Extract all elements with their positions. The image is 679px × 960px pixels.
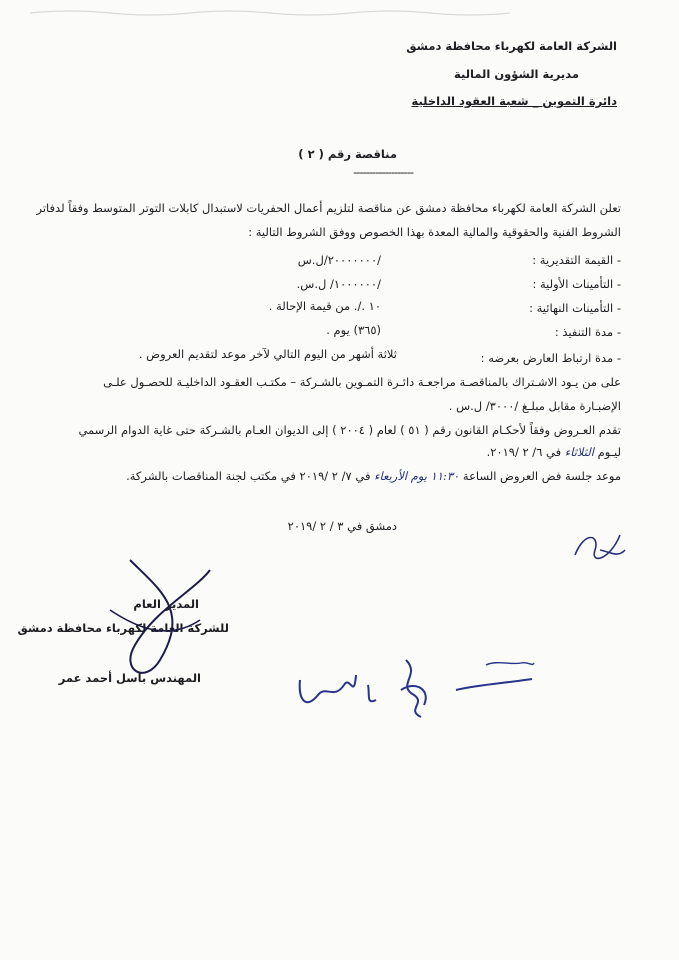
signature-name: المهندس باسل أحمد عمر	[58, 671, 201, 685]
header-company: الشركة العامة لكهرباء محافظة دمشق	[406, 39, 617, 53]
date-line: دمشق في ٣ / ٢ /٢٠١٩	[287, 519, 397, 533]
intro-line-1: تعلن الشركة العامة لكهرباء محافظة دمشق عن مناقصة لتلزيم أعمال الحفريات لاستبدال كابلات التوتر المتوسط وفقاً لدفاتر	[36, 201, 621, 215]
term-value-estimated-value: /٢٠٠٠٠٠٠٠/ل.س	[297, 253, 381, 267]
tender-title-text: مناقصة رقم ( ٢ )	[298, 147, 397, 161]
intro-line-2: الشروط الفنية والحقوقية والمالية المعدة بهذا الخصوص ووفق الشروط التالية :	[248, 225, 621, 239]
term-label-execution-period: - مدة التنفيذ :	[554, 325, 621, 339]
opening-day-handwritten: يوم الأربعاء	[374, 469, 427, 483]
submission-line-2	[487, 444, 621, 460]
signature-title: المدير العام	[133, 597, 199, 611]
opening-time-handwritten: ١١:٣٠	[430, 469, 460, 483]
bleed-through-text	[30, 6, 510, 20]
participation-line-1: على من يـود الاشـتراك بالمناقصـة مراجعـة دائـرة التمـوين بالشـركة – مكتـب العقـود الداخليـة للحصـول علـى	[103, 375, 621, 389]
opening-suffix: في مكتب لجنة المناقصات بالشركة.	[126, 469, 296, 483]
signature-org: للشركة العامة لكهرباء محافظة دمشق	[17, 621, 229, 635]
term-value-execution-period: (٣٦٥) يوم .	[326, 323, 381, 337]
term-value-final-insurance: ١٠ ./. من قيمة الإحالة .	[268, 299, 381, 313]
header-department: دائرة التموين _ شعبة العقود الداخلية	[411, 94, 617, 108]
submission-day-handwritten: الثلاثاء	[564, 445, 594, 459]
term-label-bid-validity: - مدة ارتباط العارض بعرضه :	[480, 351, 621, 365]
header-directorate: مديرية الشؤون المالية	[454, 67, 579, 81]
term-label-initial-insurance: - التأمينات الأولية :	[532, 277, 621, 291]
opening-date: في ٧/ ٢ /٢٠١٩	[299, 469, 371, 483]
submission-prefix: ليـوم	[597, 445, 621, 459]
initials-signature-right	[570, 520, 630, 570]
participation-line-2: الإضبـارة مقابل مبلـغ /٣٠٠٠/ ل.س .	[448, 399, 621, 413]
term-value-bid-validity: ثلاثة أشهر من اليوم التالي لآخر موعد لتقديم العروض .	[138, 347, 397, 361]
tender-title	[298, 146, 397, 162]
committee-signatures	[296, 655, 536, 725]
opening-prefix: موعد جلسة فض العروض الساعة	[462, 469, 621, 483]
opening-line	[126, 468, 621, 484]
term-value-initial-insurance: /١٠٠٠٠٠٠/ ل.س.	[296, 277, 381, 291]
term-label-estimated-value: - القيمة التقديرية :	[532, 253, 621, 267]
tender-separator: -------------------	[353, 165, 413, 179]
submission-date: في ٦/ ٢ /٢٠١٩.	[486, 445, 562, 459]
director-signature	[100, 550, 220, 690]
term-label-final-insurance: - التأمينات النهائية :	[529, 301, 621, 315]
submission-line-1: تقدم العـروض وفقاً لأحكـام القانون رقم ( ٥١ ) لعام ( ٢٠٠٤ ) إلى الديوان العـام بالشـركة حتى غاية الدوام الرسمي	[78, 423, 621, 437]
